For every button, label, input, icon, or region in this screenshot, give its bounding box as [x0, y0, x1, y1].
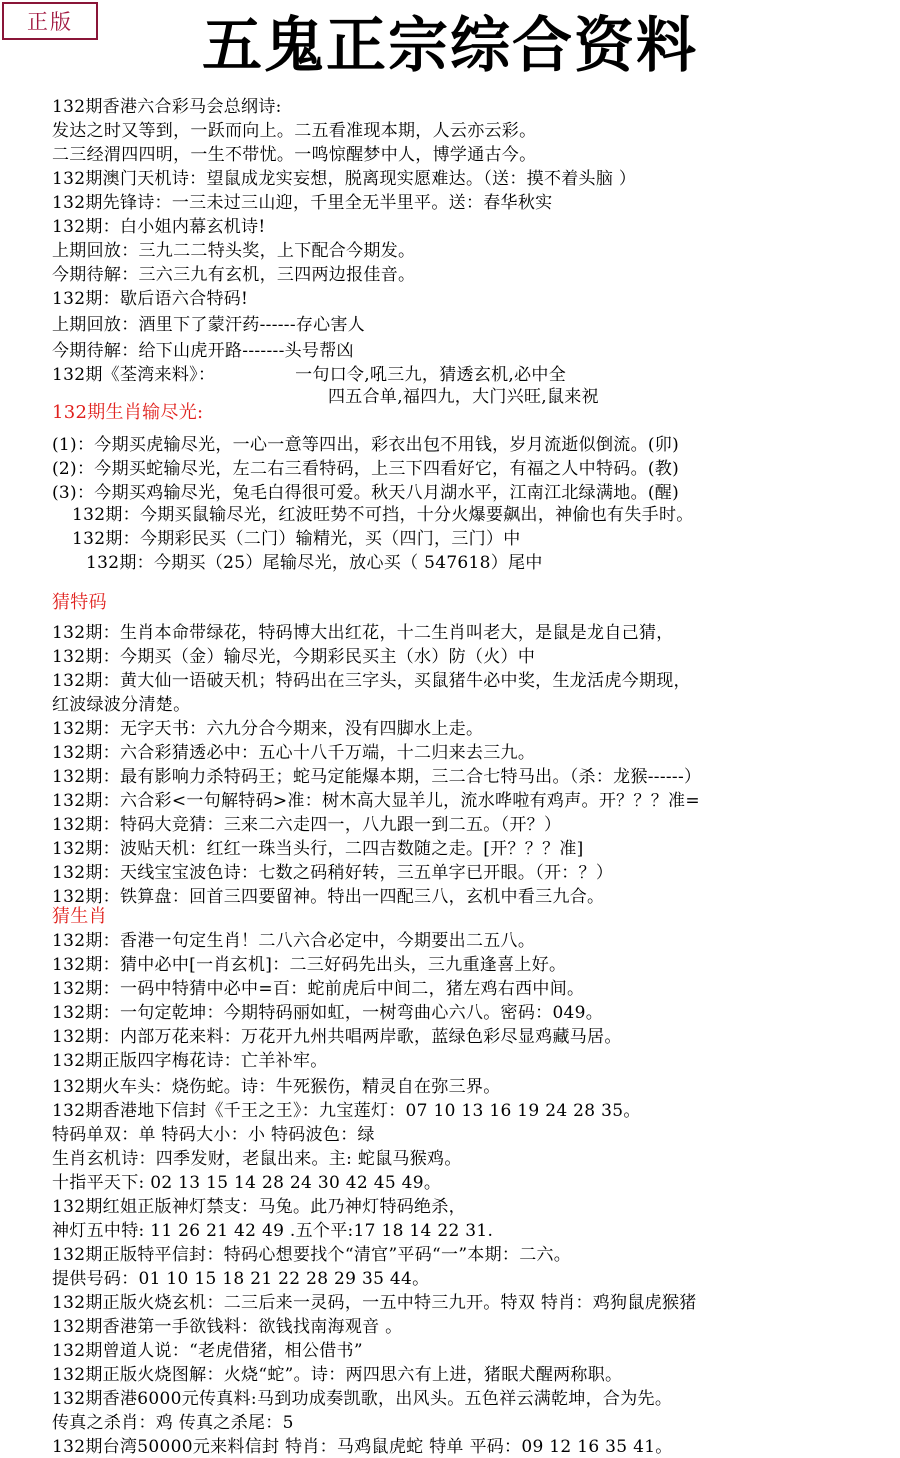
text-line: 132期：波贴天机：红红一珠当头行，二四吉数随之走。[开？？？准]: [52, 839, 584, 859]
edition-badge: 正版: [2, 2, 98, 40]
text-line: 特码单双：单 特码大小：小 特码波色：绿: [52, 1125, 375, 1145]
text-line: 132期：白小姐内幕玄机诗!: [52, 217, 266, 237]
text-line: 上期回放：三九二二特头奖，上下配合今期发。: [52, 241, 416, 261]
section-heading: 猜生肖: [52, 906, 107, 927]
text-line: 今期待解：三六三九有玄机，三四两边报佳音。: [52, 265, 416, 285]
page-title: 五鬼正宗综合资料: [202, 11, 698, 81]
text-line: 132期：无字天书：六九分合今期来，没有四脚水上走。: [52, 719, 484, 739]
text-line: 132期：六合彩<一句解特码>准：树木高大显羊儿，流水哗啦有鸡声。开？？？准=: [52, 791, 700, 811]
text-line: 提供号码：01 10 15 18 21 22 28 29 35 44。: [52, 1269, 430, 1289]
text-line: 132期：香港一句定生肖！二八六合必定中，今期要出二五八。: [52, 931, 536, 951]
text-line: 132期曾道人说：“老虎借猪，相公借书”: [52, 1341, 363, 1361]
text-line: 红波绿波分清楚。: [52, 695, 191, 715]
text-line: 二三经渭四四明，一生不带忧。一鸣惊醒梦中人，博学通古今。: [52, 145, 537, 165]
text-line: 132期：一句定乾坤：今期特码丽如虹，一树弯曲心六八。密码：049。: [52, 1003, 604, 1023]
text-line: 132期：猜中必中[一肖玄机]：二三好码先出头，三九重逢喜上好。: [52, 955, 567, 975]
text-line: 132期：今期彩民买（二门）输精光，买（四门，三门）中: [72, 529, 521, 549]
text-line: 132期香港第一手欲钱料：欲钱找南海观音 。: [52, 1317, 403, 1337]
text-line: 132期：歇后语六合特码!: [52, 289, 249, 309]
text-line: 132期：黄大仙一语破天机；特码出在三字头，买鼠猪牛必中奖，生龙活虎今期现，: [52, 671, 691, 691]
section-heading: 猜特码: [52, 592, 107, 613]
text-line: 132期正版火烧图解：火烧“蛇”。诗：两四思六有上进，猪眠犬醒两称职。: [52, 1365, 623, 1385]
text-line: 神灯五中特: 11 26 21 42 49 .五个平:17 18 14 22 31.: [52, 1221, 494, 1241]
text-line: 十指平天下: 02 13 15 14 28 24 30 42 45 49。: [52, 1173, 442, 1193]
text-line: (2)：今期买蛇输尽光，左二右三看特码，上三下四看好它，有福之人中特码。(教): [52, 459, 680, 479]
text-line: 132期：一码中特猜中必中=百：蛇前虎后中间二，猪左鸡右西中间。: [52, 979, 585, 999]
text-line: 132期：六合彩猜透必中：五心十八千万端，十二归来去三九。: [52, 743, 536, 763]
text-line: 上期回放：酒里下了蒙汗药------存心害人: [52, 315, 366, 335]
text-line: 132期红姐正版神灯禁支：马兔。此乃神灯特码绝杀，: [52, 1197, 466, 1217]
text-line: 今期待解：给下山虎开路-------头号帮凶: [52, 341, 354, 361]
text-line: 132期正版火烧玄机：二三后来一灵码，一五中特三九开。特双 特肖：鸡狗鼠虎猴猪: [52, 1293, 697, 1313]
text-line: 132期：今期买（25）尾输尽光，放心买（ 547618）尾中: [86, 553, 543, 573]
text-line: (3)：今期买鸡输尽光，兔毛白得很可爱。秋天八月湖水平，江南江北绿满地。(醒): [52, 483, 680, 503]
text-line: 132期：生肖本命带绿花，特码博大出红花，十二生肖叫老大，是鼠是龙自己猜，: [52, 623, 674, 643]
text-line: 132期香港6000元传真料:马到功成奏凯歌，出风头。五色祥云满乾坤，合为先。: [52, 1389, 673, 1409]
text-line: 传真之杀肖：鸡 传真之杀尾：5: [52, 1413, 294, 1433]
text-line: 132期正版四字梅花诗：亡羊补牢。: [52, 1051, 328, 1071]
text-line: 132期台湾50000元来料信封 特肖：马鸡鼠虎蛇 特单 平码：09 12 16 35 41。: [52, 1437, 673, 1457]
text-line: 四五合单,福四九，大门兴旺,鼠来祝: [328, 387, 599, 407]
text-line: 132期：天线宝宝波色诗：七数之码稍好转，三五单字已开眼。（开：？）: [52, 863, 614, 883]
text-line: 132期《荃湾来料》： 一句口令,吼三九，猜透玄机,必中全: [52, 365, 567, 385]
text-line: 132期澳门天机诗：望鼠成龙实妄想，脱离现实愿难达。（送：摸不着头脑 ）: [52, 169, 637, 189]
text-line: 132期：今期买鼠输尽光，红波旺势不可挡，十分火爆要飙出，神偷也有失手时。: [72, 505, 694, 525]
text-line: 132期正版特平信封：特码心想要找个“清官”平码“一”本期：二六。: [52, 1245, 572, 1265]
text-line: 132期火车头：烧伤蛇。诗：牛死猴伤，精灵自在弥三界。: [52, 1077, 501, 1097]
text-line: 132期：今期买（金）输尽光，今期彩民买主（水）防（火）中: [52, 647, 536, 667]
text-line: 132期：特码大竞猜：三来二六走四一，八九跟一到二五。（开？）: [52, 815, 562, 835]
section-heading: 132期生肖输尽光:: [52, 402, 204, 423]
text-line: 生肖玄机诗：四季发财，老鼠出来。主: 蛇鼠马猴鸡。: [52, 1149, 462, 1169]
text-line: 132期：铁算盘：回首三四要留神。特出一四配三八，玄机中看三九合。: [52, 887, 605, 907]
text-line: 132期香港地下信封《千王之王》：九宝莲灯：07 10 13 16 19 24 28 35。: [52, 1101, 641, 1121]
text-line: 132期：最有影响力杀特码王；蛇马定能爆本期，三二合七特马出。（杀：龙猴------）: [52, 767, 702, 787]
text-line: 132期香港六合彩马会总纲诗:: [52, 97, 282, 117]
text-line: (1)：今期买虎输尽光，一心一意等四出，彩衣出包不用钱，岁月流逝似倒流。(卯): [52, 435, 680, 455]
text-line: 132期：内部万花来料：万花开九州共唱两岸歌，蓝绿色彩尽显鸡藏马居。: [52, 1027, 622, 1047]
text-line: 发达之时又等到，一跃而向上。二五看准现本期，人云亦云彩。: [52, 121, 537, 141]
text-line: 132期先锋诗：一三未过三山迎，千里全无半里平。送：春华秋实: [52, 193, 553, 213]
